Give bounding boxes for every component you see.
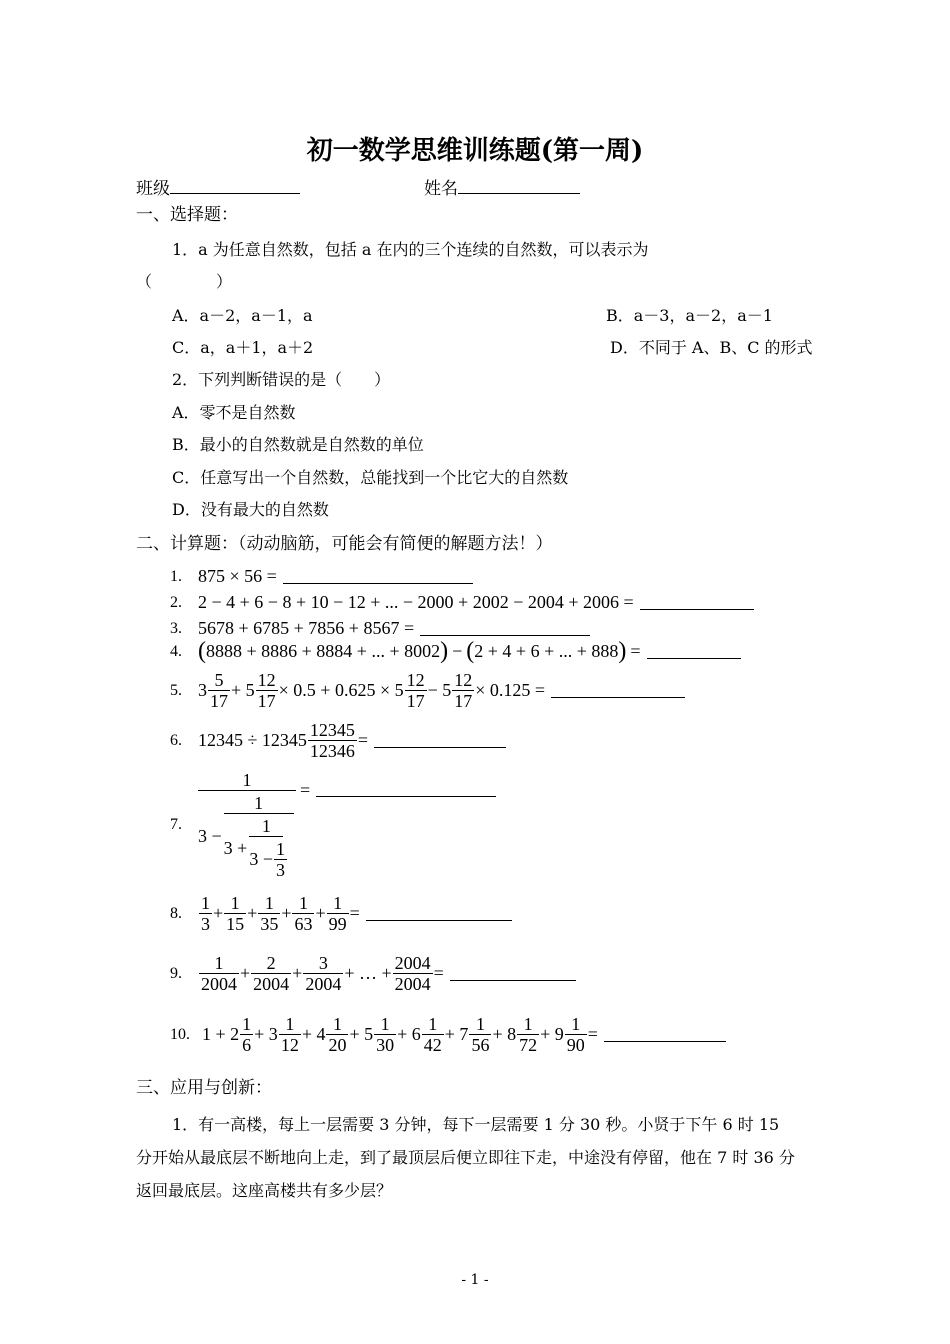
calc-item-5: 5. 3 $\frac{5}{17}$ + 5 $\frac{12}{17}$ × 0.5 + 0.625 × 5 $\frac{12}{17}$ − 5 $\frac{12}{17}$ × 0.125 = <box>170 670 685 711</box>
name-label: 姓名 <box>424 179 458 199</box>
right-paren: ) <box>440 638 449 664</box>
class-field <box>136 174 300 199</box>
calc-expression: 2 − 4 + 6 − 8 + 10 − 12 + ... − 2000 + 2002 − 2004 + 2006 = <box>198 592 634 612</box>
application-q1-line2: 分开始从最底层不断地向上走，到了最顶层后便立即往下走，中途没有停留，他在 7 时 36 分 <box>136 1148 795 1167</box>
calc-expression: 875 × 56 = <box>198 566 277 586</box>
fraction: $\frac{1}{35}$ <box>260 893 279 934</box>
q1-option-d: D．不同于 A、B、C 的形式 <box>610 338 813 357</box>
answer-blank[interactable] <box>450 966 576 981</box>
page-title: 初一数学思维训练题(第一周) <box>306 136 644 166</box>
q2-option-d: D．没有最大的自然数 <box>172 500 329 519</box>
calc-item-8: 8. $\frac{1}{3}$ + $\frac{1}{15}$ + $\frac{1}{35}$ + $\frac{1}{63}$ + $\frac{1}{99}$ = <box>170 893 512 934</box>
fraction: $\frac{1}{56}$ <box>471 1014 490 1055</box>
item-number: 4. <box>170 642 182 660</box>
answer-blank[interactable] <box>283 569 473 584</box>
application-q1-line1: 1．有一高楼，每上一层需要 3 分钟，每下一层需要 1 分 30 秒。小贤于下午 6 时 15 <box>172 1115 780 1134</box>
fraction: $\frac{12}{17}$ <box>454 670 473 711</box>
calc-expression-part1: 8888 + 8886 + 8884 + ... + 8002 <box>206 641 441 661</box>
answer-blank[interactable] <box>604 1027 726 1042</box>
q2-option-c: C．任意写出一个自然数，总能找到一个比它大的自然数 <box>172 468 569 487</box>
q1-option-c: C．a，a＋1，a＋2 <box>172 338 314 357</box>
q1-option-a: A．a－2，a－1，a <box>172 306 313 325</box>
class-label: 班级 <box>136 179 170 199</box>
fraction: $\frac{1}{30}$ <box>376 1014 395 1055</box>
item-number: 1. <box>170 567 182 585</box>
fraction: $\frac{3}{2004}$ <box>305 953 342 994</box>
fraction: $\frac{1}{3}$ <box>201 893 210 934</box>
section3-heading: 三、应用与创新： <box>136 1078 272 1098</box>
item-number: 5. <box>170 681 182 699</box>
calc-expression: 5678 + 6785 + 7856 + 8567 = <box>198 618 415 638</box>
fraction: $\frac{1}{63}$ <box>294 893 313 934</box>
item-number: 9. <box>170 964 182 982</box>
fraction: $\frac{1}{42}$ <box>423 1014 442 1055</box>
answer-blank[interactable] <box>316 782 496 797</box>
q1-option-b: B．a－3，a－2，a－1 <box>606 306 773 325</box>
fraction: $\frac{1}{99}$ <box>328 893 347 934</box>
answer-blank[interactable] <box>366 906 512 921</box>
calc-item-6: 6. 12345 ÷ 12345 $\frac{12345}{12346}$ = <box>170 720 506 761</box>
calc-item-10: 10. 1 + 2 $\frac{1}{6}$ + 3 $\frac{1}{12}$ + 4 $\frac{1}{20}$ + 5 $\frac{1}{30}$ + 6 $\frac{1}{42}$ + 7 $\frac{1}{56}$ + 8 $\frac{1}{72}$ + 9 $\frac{1}{90}$ = <box>170 1014 726 1055</box>
application-q1-line3: 返回最底层。这座高楼共有多少层？ <box>136 1181 393 1200</box>
fraction: $\frac{5}{17}$ <box>210 670 228 711</box>
fraction: $\frac{1}{6}$ <box>242 1014 252 1055</box>
continued-fraction: 1 3 − 1 3 + 1 3 − $\frac{1}{3}$ <box>198 770 296 880</box>
calc-item-9: 9. $\frac{1}{2004}$ + $\frac{2}{2004}$ + $\frac{3}{2004}$ + … + $\frac{2004}{2004}$ = <box>170 953 576 994</box>
calc-item-4 <box>170 638 741 665</box>
q1-stem: 1．a 为任意自然数，包括 a 在内的三个连续的自然数，可以表示为 <box>172 240 649 259</box>
calc-item-2 <box>170 592 754 613</box>
calc-expression-part2: 2 + 4 + 6 + ... + 888 <box>474 641 619 661</box>
equals-sign: = <box>630 641 641 661</box>
section2-heading: 二、计算题：（动动脑筋，可能会有简便的解题方法！） <box>136 534 553 554</box>
answer-blank[interactable] <box>647 644 741 659</box>
q2-option-b: B．最小的自然数就是自然数的单位 <box>172 435 424 454</box>
q1-answer-paren: （ ） <box>136 272 233 291</box>
name-blank[interactable] <box>458 179 580 194</box>
fraction: $\frac{1}{72}$ <box>519 1014 538 1055</box>
fraction: $\frac{1}{15}$ <box>226 893 245 934</box>
fraction: $\frac{12345}{12346}$ <box>309 720 355 761</box>
answer-blank[interactable] <box>640 595 754 610</box>
answer-blank[interactable] <box>551 683 685 698</box>
item-number: 6. <box>170 731 182 749</box>
fraction: $\frac{1}{2004}$ <box>201 953 237 994</box>
item-number: 7. <box>170 816 182 833</box>
minus-sign: − <box>452 641 463 661</box>
fraction: $\frac{2}{2004}$ <box>253 953 290 994</box>
item-number: 3. <box>170 619 182 637</box>
fraction: $\frac{1}{90}$ <box>566 1014 585 1055</box>
item-number: 8. <box>170 904 182 922</box>
section1-heading: 一、选择题： <box>136 205 238 225</box>
fraction: $\frac{1}{20}$ <box>328 1014 347 1055</box>
left-paren: ( <box>466 638 475 664</box>
page-number: - 1 - <box>461 1272 489 1288</box>
calc-item-7: 7. 1 3 − 1 3 + 1 3 − $\frac{1}{3}$ = <box>170 770 496 880</box>
answer-blank[interactable] <box>374 733 506 748</box>
calc-item-1 <box>170 566 473 587</box>
q2-option-a: A．零不是自然数 <box>172 403 296 422</box>
right-paren: ) <box>618 638 627 664</box>
class-blank[interactable] <box>170 179 300 194</box>
name-field <box>424 174 580 199</box>
left-paren: ( <box>198 638 206 664</box>
fraction: $\frac{12}{17}$ <box>406 670 425 711</box>
answer-blank[interactable] <box>420 621 590 636</box>
item-number: 2. <box>170 593 182 611</box>
q2-stem: 2．下列判断错误的是（ ） <box>172 370 391 389</box>
fraction: $\frac{2004}{2004}$ <box>394 953 431 994</box>
calc-item-3 <box>170 618 590 639</box>
fraction: $\frac{12}{17}$ <box>257 670 276 711</box>
fraction: $\frac{1}{12}$ <box>280 1014 299 1055</box>
item-number: 10. <box>170 1025 190 1043</box>
